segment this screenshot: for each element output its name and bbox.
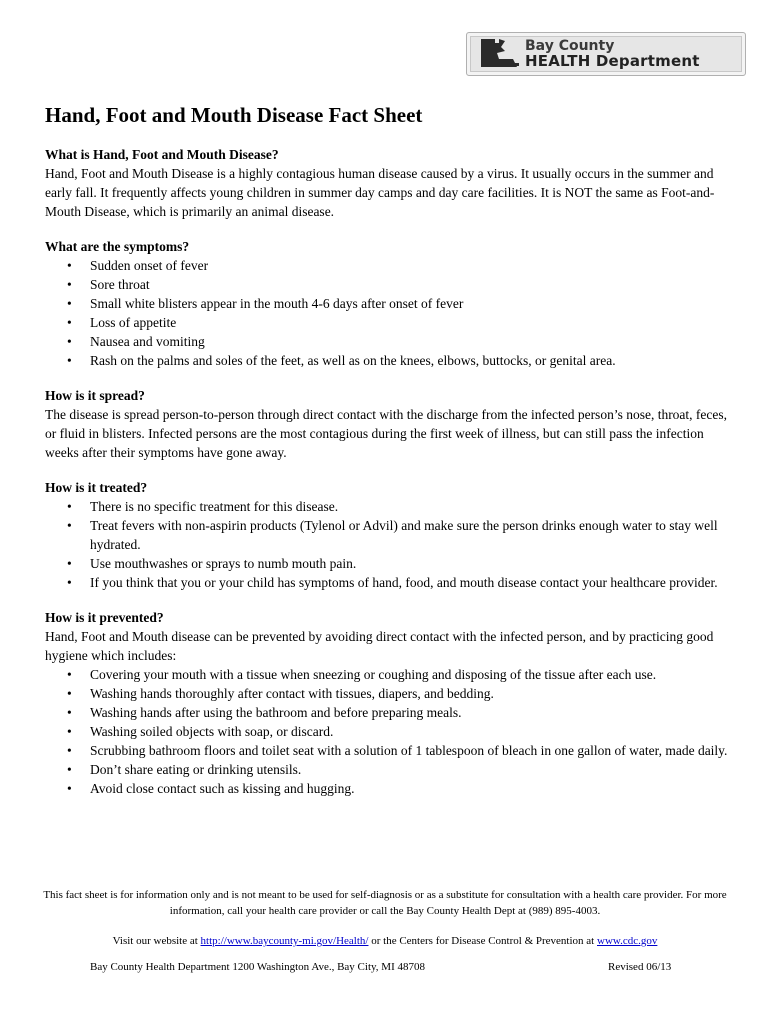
section-prevented-heading: How is it prevented? <box>45 610 164 625</box>
footer-revised: Revised 06/13 <box>608 961 672 973</box>
bullet-icon: • <box>67 277 72 292</box>
bullet-icon: • <box>67 353 72 368</box>
bullet-icon: • <box>67 781 72 796</box>
section-what-body: Hand, Foot and Mouth Disease is a highly contagious human disease caused by a virus. It usually occurs in the summer and early fall. It frequently affects young children in summer day camps and day care facilities. It is NOT the same as Foot-and-Mouth Disease, which is primarily an animal disease. <box>45 166 715 219</box>
section-spread <box>45 386 735 462</box>
symptoms-list <box>45 256 735 370</box>
bullet-icon: • <box>67 258 72 273</box>
list-item: • Don’t share eating or drinking utensils. <box>67 762 302 777</box>
bullet-icon: • <box>67 556 72 571</box>
section-spread-body: The disease is spread person-to-person through direct contact with the discharge from the infected person’s nose, throat, feces, or fluid in blisters. Infected persons are the most contagious during the first week of illness, but can still pass the infection weeks after their symptoms have gone away. <box>45 407 728 460</box>
list-item: • Sore throat <box>67 277 150 292</box>
bullet-icon: • <box>67 724 72 739</box>
list-item: • Rash on the palms and soles of the feet, as well as on the knees, elbows, buttocks, or genital area. <box>67 353 616 368</box>
section-what <box>45 145 735 221</box>
bullet-icon: • <box>67 762 72 777</box>
bullet-icon: • <box>67 499 72 514</box>
bay-county-health-logo <box>466 32 746 76</box>
cdc-link[interactable]: www.cdc.gov <box>597 935 658 947</box>
bullet-icon: • <box>67 743 72 758</box>
county-map-icon <box>475 37 523 71</box>
list-item: • Covering your mouth with a tissue when sneezing or coughing and disposing of the tissue after each use. <box>67 667 657 682</box>
list-item: • Use mouthwashes or sprays to numb mouth pain. <box>67 556 357 571</box>
section-spread-heading: How is it spread? <box>45 388 145 403</box>
bullet-icon: • <box>67 705 72 720</box>
section-treated <box>45 478 735 592</box>
footer-visit-line: Visit our website at http://www.baycounty-mi.gov/Health/ or the Centers for Disease Control & Prevention at www.cdc.gov <box>112 935 658 947</box>
section-treated-heading: How is it treated? <box>45 480 148 495</box>
section-prevented <box>45 608 735 798</box>
logo-line2: HEALTH Department <box>525 52 700 70</box>
bullet-icon: • <box>67 296 72 311</box>
list-item: • Washing hands thoroughly after contact with tissues, diapers, and bedding. <box>67 686 494 701</box>
bullet-icon: • <box>67 334 72 349</box>
section-symptoms <box>45 237 735 370</box>
footer <box>40 887 730 975</box>
fact-sheet-body <box>45 145 735 814</box>
list-item: • Nausea and vomiting <box>67 334 205 349</box>
list-item: • If you think that you or your child has symptoms of hand, food, and mouth disease contact your healthcare provider. <box>67 575 718 590</box>
list-item: • There is no specific treatment for this disease. <box>67 499 339 514</box>
footer-address: Bay County Health Department 1200 Washington Ave., Bay City, MI 48708 <box>90 961 425 973</box>
bullet-icon: • <box>67 518 72 533</box>
health-dept-link[interactable]: http://www.baycounty-mi.gov/Health/ <box>200 935 369 947</box>
logo-line1: Bay County <box>525 38 615 54</box>
bullet-icon: • <box>67 575 72 590</box>
list-item: • Treat fevers with non-aspirin products (Tylenol or Advil) and make sure the person drinks enough water to stay well hydrated. <box>67 518 718 552</box>
list-item: • Scrubbing bathroom floors and toilet seat with a solution of 1 tablespoon of bleach in one gallon of water, made daily. <box>67 743 728 758</box>
section-what-heading: What is Hand, Foot and Mouth Disease? <box>45 147 279 162</box>
list-item: • Sudden onset of fever <box>67 258 209 273</box>
list-item: • Small white blisters appear in the mouth 4-6 days after onset of fever <box>67 296 464 311</box>
list-item: • Avoid close contact such as kissing and hugging. <box>67 781 355 796</box>
list-item: • Washing soiled objects with soap, or discard. <box>67 724 334 739</box>
section-prevented-body: Hand, Foot and Mouth disease can be prevented by avoiding direct contact with the infected person, and by practicing good hygiene which includes: <box>45 629 714 663</box>
footer-disclaimer: This fact sheet is for information only and is not meant to be used for self-diagnosis or as a substitute for consultation with a health care provider. For more information, call your health care provider or call the Bay County Health Dept at (989) 895-4003. <box>43 889 727 917</box>
prevention-list <box>45 665 735 798</box>
treatment-list <box>45 497 735 592</box>
bullet-icon: • <box>67 686 72 701</box>
section-symptoms-heading: What are the symptoms? <box>45 239 190 254</box>
list-item: • Washing hands after using the bathroom and before preparing meals. <box>67 705 462 720</box>
list-item: • Loss of appetite <box>67 315 177 330</box>
footer-address-row <box>40 959 730 975</box>
bullet-icon: • <box>67 315 72 330</box>
bullet-icon: • <box>67 667 72 682</box>
page-title: Hand, Foot and Mouth Disease Fact Sheet <box>45 103 423 127</box>
